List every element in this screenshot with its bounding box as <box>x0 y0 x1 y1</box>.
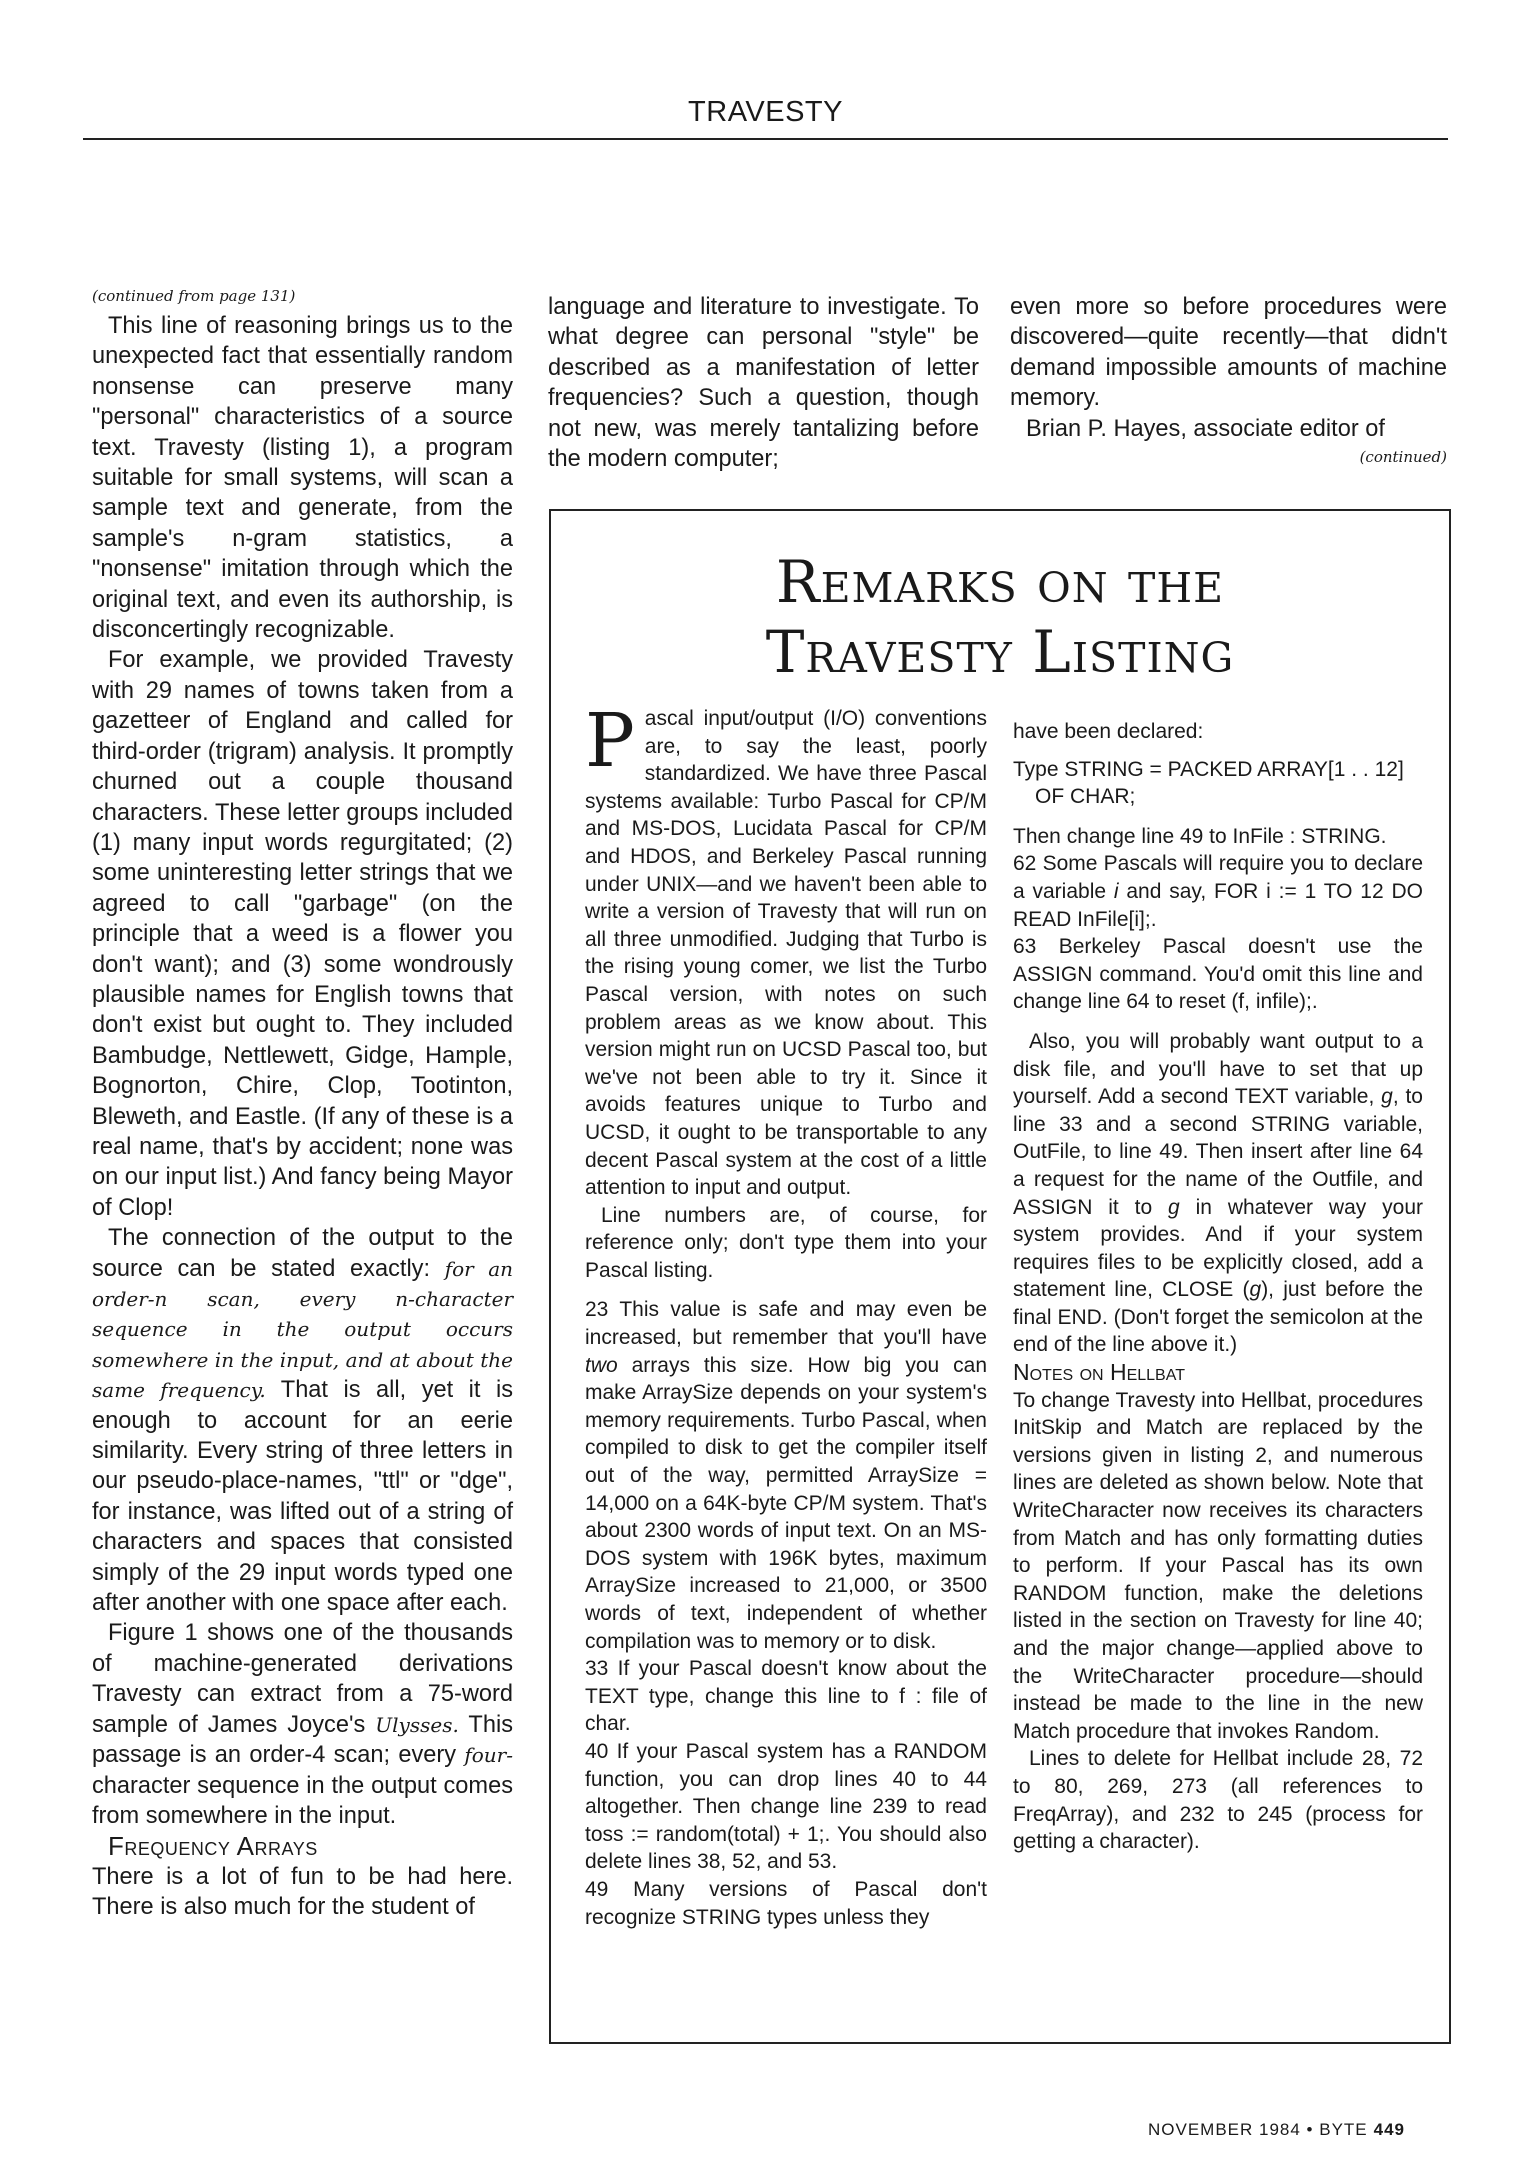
sidebar-column-2 <box>1013 718 1423 1856</box>
article-paragraph <box>92 1618 513 1831</box>
text-run: and say, FOR i := 1 TO 12 DO READ InFile[i];. <box>1013 879 1423 931</box>
italic-run: Ulysses. <box>375 1712 459 1737</box>
italic-run: two <box>585 1353 618 1377</box>
sidebar-subheading: Notes on Hellbat <box>1013 1359 1185 1386</box>
italic-run: g <box>1381 1085 1393 1109</box>
article-paragraph: Brian P. Hayes, associate editor of <box>1026 415 1385 442</box>
drop-cap: P <box>585 698 635 784</box>
article-paragraph: language and literature to investigate. To what degree can personal "style" be described as a manifestation of letter frequencies? Such a question, though not new, was merely tantalizing before the modern computer; <box>548 294 979 473</box>
header-rule <box>83 138 1448 140</box>
page-footer <box>1148 2120 1405 2140</box>
sidebar-paragraph: Line numbers are, of course, for reference only; don't type them into your Pascal listing. <box>585 1203 987 1282</box>
text-run: Also, you will probably want output to a disk file, and you'll have to set that up yourself. Add a second TEXT variable, <box>1013 1029 1423 1109</box>
sidebar-paragraph: To change Travesty into Hellbat, procedures InitSkip and Match are replaced by the versions given in listing 2, and numerous lines are deleted as shown below. Note that WriteCharacter now receives its characters from Match and has only formatting duties to perform. If your Pascal has its own RANDOM function, make the deletions listed in the section on Travesty for line 40; and the major change—applied above to the WriteCharacter procedure—should instead be made to the line in the new Match procedure that invokes Random. <box>1013 1388 1423 1743</box>
text-run: This passage is an order-4 scan; every <box>92 1711 514 1769</box>
article-column-1 <box>92 285 513 1923</box>
continued-label: (continued) <box>1359 448 1447 467</box>
text-run: in whatever way your system provides. And if your system requires files to be explicitly closed, add a statement line, CLOSE ( <box>1013 1195 1424 1302</box>
sidebar-paragraph <box>585 698 987 1202</box>
italic-run: for an order-n scan, every n-character sequence in the output occurs somewhere in the input, and at about the same frequency. <box>92 1256 513 1403</box>
note-40: 40 If your Pascal system has a RANDOM function, you can drop lines 40 to 44 altogether. Then change line 239 to read toss := random(total) + 1;. You should also delete lines 38, 52, and 53. <box>585 1739 987 1874</box>
text-run: ), just before the final END. (Don't forget the semicolon at the end of the line above it.) <box>1013 1278 1423 1357</box>
article-column-2 <box>548 292 979 474</box>
section-heading: Frequency Arrays <box>108 1831 318 1862</box>
article-paragraph: This line of reasoning brings us to the unexpected fact that essentially random nonsense can preserve many "personal" characteristics of a source text. Travesty (listing 1), a program suitable for small systems, will scan a sample text and generate, from the sample's n-gram statistics, a "nonsense" imitation through which the original text, and even its authorship, is disconcertingly recognizable. <box>92 313 513 644</box>
running-header: TRAVESTY <box>688 96 843 128</box>
italic-run: g <box>1249 1278 1262 1302</box>
text-run: The connection of the output to the source can be stated exactly: <box>92 1225 513 1282</box>
sidebar-column-1 <box>585 698 987 1931</box>
note-23 <box>585 1296 987 1655</box>
text-run: Figure 1 shows one of the thousands of machine-generated derivations Travesty can extract from a 75-word sample of James Joyce's <box>92 1620 513 1738</box>
sidebar-title-line: Travesty Listing <box>765 618 1235 686</box>
note-63: 63 Berkeley Pascal doesn't use the ASSIGN command. You'd omit this line and change line 64 to reset (f, infile);. <box>1013 935 1423 1014</box>
issue-label: NOVEMBER 1984 • BYTE <box>1148 2120 1368 2139</box>
note-33: 33 If your Pascal doesn't know about the TEXT type, change this line to f : file of char. <box>585 1657 987 1736</box>
sidebar-paragraph: Lines to delete for Hellbat include 28, 72 to 80, 269, 273 (all references to FreqArray), and 232 to 245 (process for getting a character). <box>1013 1747 1423 1854</box>
italic-run: i <box>1113 879 1119 903</box>
text-run: 23 This value is safe and may even be increased, but remember that you'll have <box>585 1298 987 1350</box>
text-run: ascal input/output (I/O) conventions are, to say the least, poorly standardized. We have three Pascal systems available: Turbo Pascal for CP/M and MS-DOS, Lucidata Pascal for CP/M and HDOS, and Berkeley Pascal running under UNIX—and we haven't been able to write a version of Travesty that will run on all three unmodified. Judging that Turbo is the rising young comer, we list the Turbo Pascal version, with notes on such problem areas as we know about. This version might run on UCSD Pascal too, but we've not been able to try it. Since it avoids features unique to Turbo and UCSD, it ought to be transportable to any decent Pascal system at the cost of a little attention to input and output. <box>585 707 987 1200</box>
text-run: arrays this size. How big you can make ArraySize depends on your system's memory requirements. Turbo Pascal, when compiled to disk to get the compiler itself out of the way, permitted ArraySize = 14,000 on a 64K-byte CP/M system. That's about 2300 words of input text. On an MS-DOS system with 196K bytes, maximum ArraySize increased to 21,000, or 3500 words of text, independent of whether compilation was to memory or to disk. <box>585 1353 987 1653</box>
sidebar-paragraph: have been declared: <box>1013 720 1204 743</box>
text-run: That is all, yet it is enough to account for an eerie similarity. Every string of three letters in our pseudo-place-names, "ttl" or "dge", for instance, was lifted out of a string of characters and spaces that consisted simply of the 29 input words typed one after another with one space after each. <box>92 1377 514 1617</box>
sidebar-paragraph: Then change line 49 to InFile : STRING. <box>1013 824 1387 848</box>
article-paragraph: even more so before procedures were discovered—quite recently—that didn't demand impossible amounts of machine memory. <box>1010 294 1447 412</box>
italic-run: g <box>1168 1195 1180 1219</box>
text-run: 62 Some Pascals will require you to declare a variable <box>1013 852 1423 903</box>
sidebar-paragraph <box>1013 1028 1423 1359</box>
page-number: 449 <box>1373 2120 1406 2139</box>
sidebar-box <box>549 509 1451 2044</box>
sidebar-title-line: Remarks on the <box>775 548 1225 616</box>
sidebar-title <box>551 547 1449 687</box>
italic-run: four- <box>464 1743 513 1768</box>
article-paragraph <box>92 1223 513 1618</box>
article-column-3 <box>1010 292 1447 468</box>
continued-from-label: (continued from page 131) <box>92 287 296 305</box>
code-line: OF CHAR; <box>1035 785 1136 809</box>
text-run: , to line 33 and a second STRING variable, OutFile, to line 49. Then insert after line 64 a request for the name of the Outfile, and ASSIGN it to <box>1013 1085 1423 1219</box>
code-line: Type STRING = PACKED ARRAY[1 . . 12] <box>1013 757 1404 781</box>
article-paragraph: For example, we provided Travesty with 29 names of towns taken from a gazetteer of England and called for third-order (trigram) analysis. It promptly churned out a couple thousand characters. These letter groups included (1) many input words regurgitated; (2) some uninteresting letter strings that we agreed to call "garbage" (on the principle that a weed is a flower you don't want); and (3) some wondrously plausible names for English towns that don't exist but ought to. They included Bambudge, Nettlewett, Gidge, Hample, Bognorton, Chire, Clop, Tootinton, Bleweth, and Eastle. (If any of these is a real name, that's by accident; none was on our input list.) And fancy being Mayor of Clop! <box>92 647 513 1221</box>
text-run: character sequence in the output comes from somewhere in the input. <box>92 1772 513 1829</box>
article-paragraph: There is a lot of fun to be had here. There is also much for the student of <box>92 1863 513 1921</box>
note-62 <box>1013 850 1423 933</box>
note-49: 49 Many versions of Pascal don't recognize STRING types unless they <box>585 1877 987 1929</box>
